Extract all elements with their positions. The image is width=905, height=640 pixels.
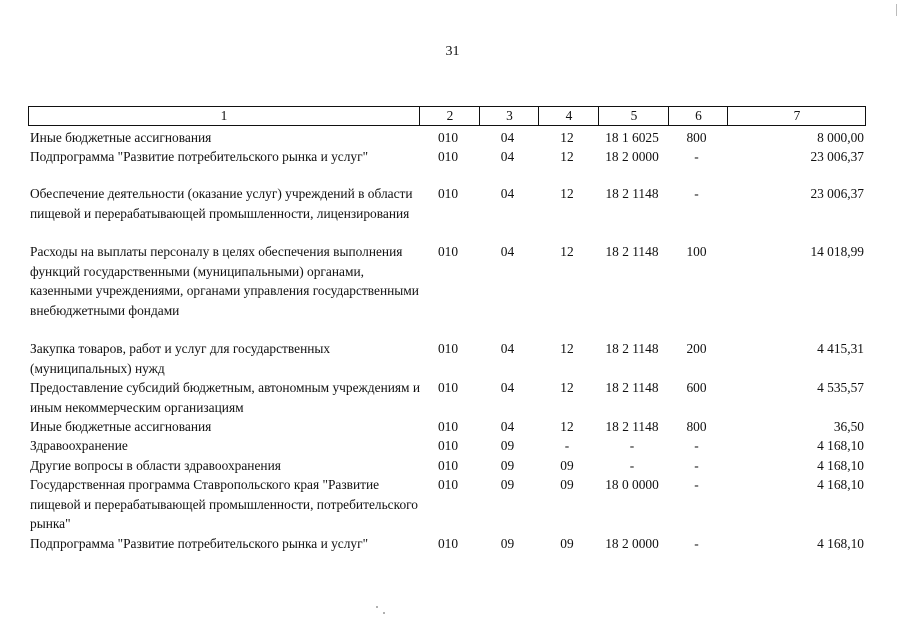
row-c5: 18 2 0000	[605, 149, 659, 164]
page-number: 31	[445, 44, 460, 59]
header-col-5: 5	[598, 107, 669, 125]
row-c2: 010	[437, 341, 459, 356]
row-c4: 09	[560, 536, 574, 551]
row-name: Государственная программа Ставропольского края "Развитие пищевой и перерабатывающей промышленности, потребительского рынка"	[30, 477, 418, 531]
scan-speck	[383, 612, 385, 614]
scan-edge-mark	[896, 4, 897, 16]
row-c4: 09	[560, 477, 574, 492]
row-c7: 4 535,57	[817, 380, 864, 395]
row-c6: -	[694, 438, 699, 453]
row-c7: 23 006,37	[810, 149, 864, 164]
row-c3: 04	[500, 130, 515, 145]
row-c7: 36,50	[833, 419, 864, 434]
row-c7: 4 168,10	[817, 458, 864, 473]
row-c6: -	[694, 536, 699, 551]
row-c6: 100	[686, 244, 707, 259]
row-c2: 010	[437, 536, 459, 551]
row-c6: -	[694, 477, 699, 492]
row-name: Предоставление субсидий бюджетным, автономным учреждениям и иным некоммерческим организациям	[30, 380, 421, 415]
row-c7: 4 168,10	[817, 536, 864, 551]
row-c7: 4 415,31	[817, 341, 864, 356]
row-c5: 18 2 1148	[605, 186, 659, 201]
row-c4: 12	[560, 419, 574, 434]
row-c5: 18 1 6025	[605, 130, 659, 145]
row-c7: 4 168,10	[817, 438, 864, 453]
row-c6: -	[694, 458, 699, 473]
row-name: Здравоохранение	[30, 438, 128, 453]
row-c3: 04	[500, 419, 515, 434]
row-c3: 09	[500, 536, 515, 551]
row-c4: 12	[560, 130, 574, 145]
row-c2: 010	[437, 130, 459, 145]
row-c3: 09	[500, 438, 515, 453]
row-c2: 010	[437, 186, 459, 201]
scan-speck	[376, 606, 378, 608]
table-header	[28, 106, 866, 126]
row-c6: 800	[686, 130, 707, 145]
row-c4: 12	[560, 341, 574, 356]
row-name: Иные бюджетные ассигнования	[30, 419, 212, 434]
row-c6: -	[694, 186, 699, 201]
row-c5: 18 2 1148	[605, 244, 659, 259]
row-c4: 09	[560, 458, 574, 473]
row-c7: 8 000,00	[817, 130, 864, 145]
row-c6: 200	[686, 341, 707, 356]
row-c3: 04	[500, 186, 515, 201]
row-c7: 23 006,37	[810, 186, 864, 201]
row-name: Закупка товаров, работ и услуг для государственных (муниципальных) нужд	[30, 341, 331, 376]
row-name: Подпрограмма "Развитие потребительского рынка и услуг"	[30, 536, 369, 551]
row-c2: 010	[437, 419, 459, 434]
budget-table	[28, 106, 866, 551]
header-col-1: 1	[220, 108, 228, 123]
row-c2: 010	[437, 149, 459, 164]
row-c3: 09	[500, 458, 515, 473]
row-name: Расходы на выплаты персоналу в целях обеспечения выполнения функций государственными (муниципальными) органами, казенными учреждениями, органами управления государственными внебюджетными фондами	[30, 244, 419, 318]
row-c7: 4 168,10	[817, 477, 864, 492]
row-c3: 04	[500, 244, 515, 259]
row-c5: -	[629, 458, 635, 473]
row-c4: 12	[560, 186, 574, 201]
row-c7: 14 018,99	[810, 244, 864, 259]
row-c6: -	[694, 149, 699, 164]
row-c2: 010	[437, 244, 459, 259]
row-c3: 04	[500, 149, 515, 164]
row-name: Обеспечение деятельности (оказание услуг) учреждений в области пищевой и перерабатывающей промышленности, лицензирования	[30, 186, 413, 221]
row-name: Иные бюджетные ассигнования	[30, 130, 212, 145]
row-c2: 010	[437, 458, 459, 473]
row-c6: 800	[686, 419, 707, 434]
row-c4: 12	[560, 244, 574, 259]
header-col-2: 2	[419, 107, 480, 125]
row-c4: 12	[560, 149, 574, 164]
row-c5: 18 2 1148	[605, 380, 659, 395]
row-c5: 18 0 0000	[605, 477, 659, 492]
row-c2: 010	[437, 438, 459, 453]
row-c5: 18 2 1148	[605, 341, 659, 356]
header-col-4: 4	[538, 107, 599, 125]
row-c3: 04	[500, 341, 515, 356]
header-col-7: 7	[727, 107, 866, 125]
row-c4: 12	[560, 380, 574, 395]
row-c5: 18 2 0000	[605, 536, 659, 551]
row-c5: -	[629, 438, 635, 453]
row-c4: -	[564, 438, 570, 453]
row-c5: 18 2 1148	[605, 419, 659, 434]
row-c6: 600	[686, 380, 707, 395]
row-name: Другие вопросы в области здравоохранения	[30, 458, 281, 473]
header-col-3: 3	[479, 107, 539, 125]
row-name: Подпрограмма "Развитие потребительского рынка и услуг"	[30, 149, 369, 164]
row-c3: 09	[500, 477, 515, 492]
row-c2: 010	[437, 380, 459, 395]
header-col-6: 6	[668, 107, 728, 125]
row-c3: 04	[500, 380, 515, 395]
row-c2: 010	[437, 477, 459, 492]
